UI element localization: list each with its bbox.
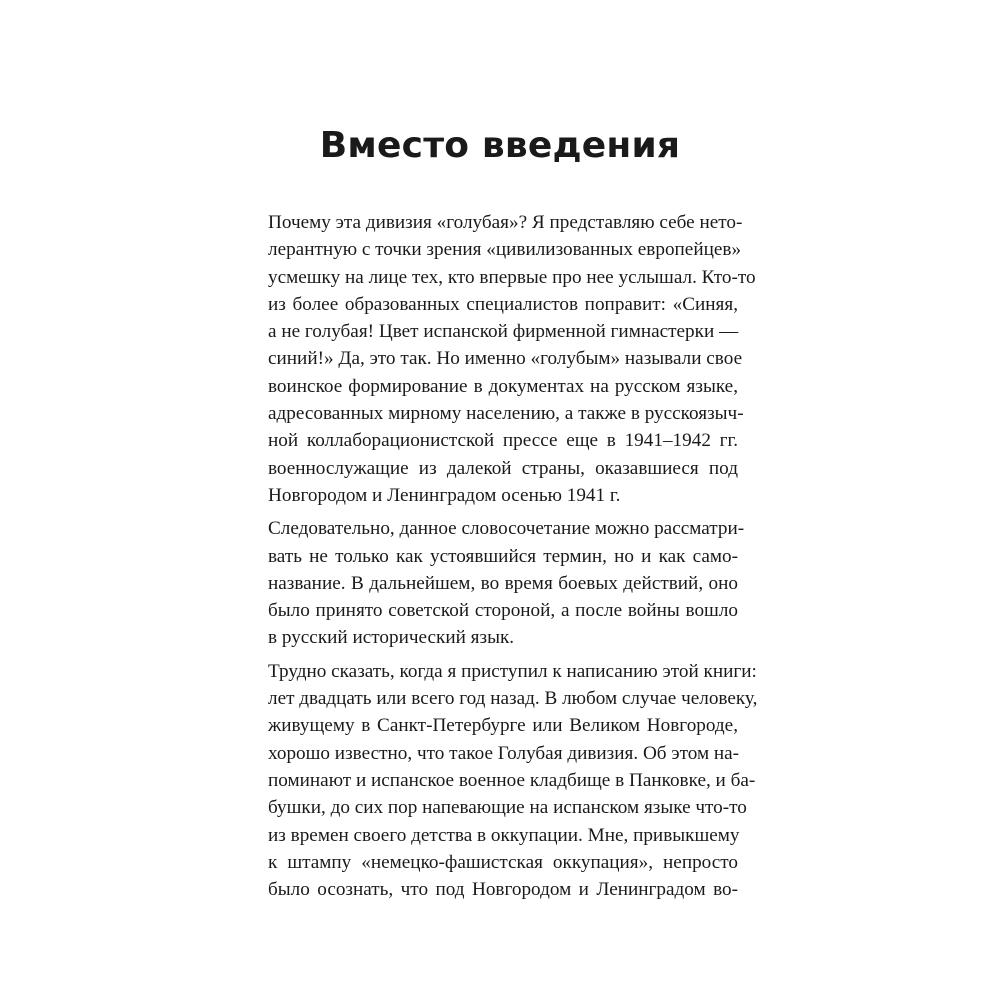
text-line: было принято советской стороной, а после войны вошло: [268, 600, 738, 622]
text-line: Следовательно, данное словосочетание можно рассматри-: [268, 518, 745, 540]
text-line: к штампу «немецко-фашистская оккупация», непросто: [268, 851, 738, 873]
text-line: из времен своего детства в оккупации. Мне, привыкшему: [268, 824, 740, 846]
text-line: лет двадцать или всего год назад. В любом случае человеку,: [268, 688, 758, 710]
text-line: воинское формирование в документах на русском языке,: [268, 375, 738, 397]
text-line: адресованных мирному населению, а также в русскоязыч-: [268, 403, 744, 425]
text-line: бушки, до сих пор напевающие на испанском языке что-то: [268, 797, 747, 819]
text-line: ной коллаборационистской прессе еще в 1941–1942 гг.: [268, 430, 738, 452]
text-line: название. В дальнейшем, во время боевых действий, оно: [268, 572, 738, 594]
text-line: синий!» Да, это так. Но именно «голубым» называли свое: [268, 348, 743, 370]
text-line: лерантную с точки зрения «цивилизованных европейцев»: [268, 239, 742, 261]
text-line: из более образованных специалистов поправит: «Синяя,: [268, 293, 738, 315]
text-line: в русский исторический язык.: [268, 627, 515, 649]
text-line: усмешку на лице тех, кто впервые про нее услышал. Кто-то: [268, 266, 756, 288]
chapter-body: [268, 209, 758, 909]
text-line: а не голубая! Цвет испанской фирменной гимнастерки —: [268, 321, 739, 343]
text-line: Почему эта дивизия «голубая»? Я представляю себе нето-: [268, 212, 743, 233]
chapter-title: Вместо введения: [319, 125, 681, 166]
text-line: Трудно сказать, когда я приступил к написанию этой книги:: [268, 660, 757, 682]
text-line: хорошо известно, что такое Голубая дивизия. Об этом на-: [268, 742, 740, 764]
text-line: было осознать, что под Новгородом и Ленинградом во-: [268, 879, 738, 901]
text-line: поминают и испанское военное кладбище в Панковке, и ба-: [268, 769, 756, 791]
paragraph-2: [268, 515, 745, 651]
paragraph-3: [268, 658, 758, 904]
text-line: живущему в Санкт-Петербурге или Великом Новгороде,: [268, 715, 738, 737]
text-line: вать не только как устоявшийся термин, но и как само-: [268, 545, 738, 567]
paragraph-1: [268, 209, 756, 509]
text-line: военнослужащие из далекой страны, оказавшиеся под: [268, 457, 738, 479]
text-line: Новгородом и Ленинградом осенью 1941 г.: [268, 484, 621, 506]
